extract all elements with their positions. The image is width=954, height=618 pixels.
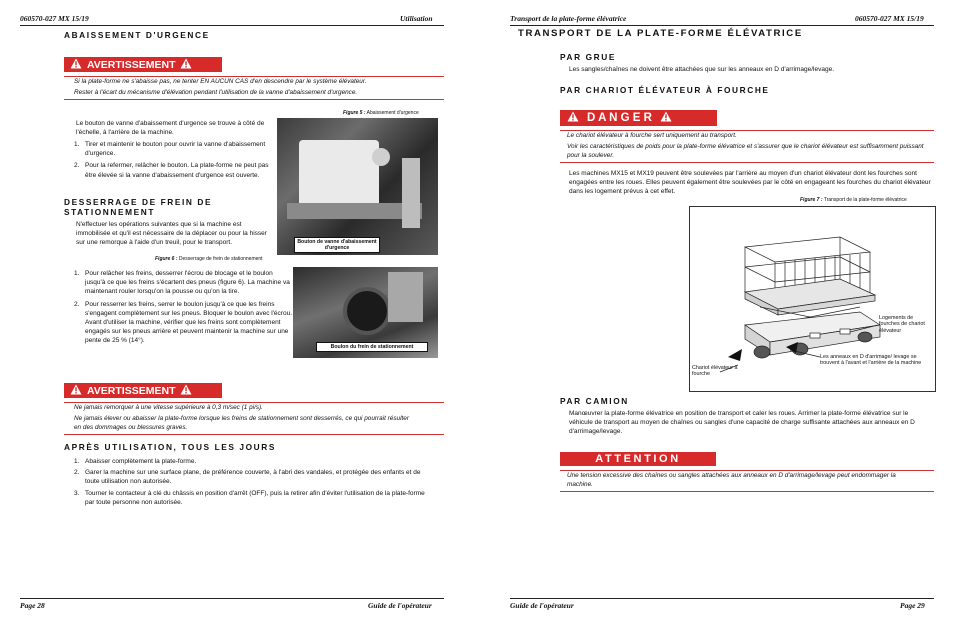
intro-text: Le bouton de vanne d'abaissement d'urgence se trouve à côté de l'échelle, à l'arrière de la machine. [76, 120, 265, 137]
list-item: 2. Pour resserrer les freins, serrer le boulon jusqu'à ce que les freins s'engagent complètement sur les pneus. Bloquer le boulon avec l'écrou. Avant d'utiliser la machine, vérifier que les freins sont complètement engagés sur les pneus arrière et peuvent maintenir la machine sur une pente de 25 % (14°). [74, 300, 292, 345]
chariot-text: Les machines MX15 et MX19 peuvent être soulevées par l'arrière au moyen d'un chariot élévateur dont les fourches sont engagées entre les roues. Elles peuvent également être soulevées par le côté en engageant les fourches du chariot élévateur dans les logement prévus à cet effet. [569, 170, 931, 196]
header-section: Utilisation [400, 14, 433, 23]
ladder-rail [402, 158, 420, 228]
steps-list-3 [74, 457, 434, 507]
figure-7-frame [689, 206, 936, 392]
attention-rule [560, 470, 934, 471]
brake-bracket [388, 272, 423, 322]
footer-guide: Guide de l'opérateur [510, 601, 574, 610]
attention-rule [560, 491, 934, 492]
attention-label: ATTENTION [595, 453, 681, 465]
footer-page-number: Page 29 [900, 601, 925, 610]
attention-text: Une tension excessive des chaînes ou sangles attachées aux anneaux en D d'arrimage/levage peut endommager la machine. [567, 472, 896, 488]
danger-banner [560, 110, 717, 126]
header-rule [510, 25, 934, 26]
footer-page-number: Page 28 [20, 601, 45, 610]
list-item: 1. Tirer et maintenir le bouton pour ouvrir la vanne d'abaissement d'urgence. [74, 141, 266, 158]
section-title-desserrage: DESSERRAGE DE FREIN DE STATIONNEMENT [64, 197, 213, 217]
photo-label-brake: Boulon du frein de stationnement [316, 342, 428, 352]
section-title-camion: PAR CAMION [560, 396, 629, 406]
warning-rule [64, 434, 444, 435]
footer-rule [20, 598, 444, 599]
danger-text-2: Voir les caractéristiques de poids pour la plate-forme élévatrice et s'assurer que le chariot élévateur est suffisamment puissant pour la soulever. [567, 143, 924, 159]
danger-label: D A N G E R [587, 112, 652, 124]
fig-label-anneaux: Les anneaux en D d'arrimage/ levage se trouvent à l'avant et l'arrière de la machine [820, 354, 922, 367]
warning-banner [64, 57, 222, 72]
warning-text-2: Rester à l'écart du mécanisme d'élévation pendant l'utilisation de la vanne d'abaissement d'urgence. [74, 89, 358, 96]
camion-text: Manœuvrer la plate-forme élévatrice en position de transport et caler les roues. Arrimer la plate-forme élévatrice sur le véhicule de transport au moyen de chaînes ou sangles d'une capacité de charge suffisante attachées aux anneaux en D d'arrimage/levage. [569, 410, 915, 436]
warning-triangle-icon [180, 382, 192, 400]
fig-label-chariot: Chariot élévateur à fourche [692, 365, 738, 378]
warning-triangle-icon [70, 56, 82, 74]
warning-triangle-icon [70, 382, 82, 400]
fig-label-logements: Logements de fourches de chariot élévateur [879, 315, 925, 334]
warning-rule [64, 99, 444, 100]
footer-guide: Guide de l'opérateur [368, 601, 432, 610]
list-item: 2. Pour la refermer, relâcher le bouton. La plate-forme ne peut pas être élevée si la vanne d'abaissement d'urgence est ouverte. [74, 162, 269, 179]
section-title-apres: APRÈS UTILISATION, TOUS LES JOURS [64, 442, 276, 452]
photo-label-valve: Bouton de vanne d'abaissement d'urgence [294, 237, 380, 253]
warning-banner [64, 383, 222, 398]
page-title: TRANSPORT DE LA PLATE-FORME ÉLÉVATRICE [518, 28, 803, 39]
footer-rule [510, 598, 934, 599]
header-rule [20, 25, 444, 26]
list-item: 1. Abaisser complètement la plate-forme. [74, 458, 197, 465]
warning-triangle-icon [180, 56, 192, 74]
header-doc-number: 060570-027 MX 15/19 [855, 14, 924, 23]
section-title-abaissement: ABAISSEMENT D'URGENCE [64, 30, 210, 40]
figure-5-caption: Figure 5 : Abaissement d'urgence [343, 110, 419, 116]
warning-triangle-icon [567, 109, 579, 127]
grue-text: Les sangles/chaînes ne doivent être attachées que sur les anneaux en D d'arrimage/levage. [569, 66, 835, 73]
wheel-shape [343, 287, 391, 335]
valve-knob [372, 148, 390, 166]
figure-6-caption: Figure 6 : Desserrage de frein de stationnement [155, 256, 263, 262]
danger-rule [560, 130, 934, 131]
warning-text-1: Ne jamais remorquer à une vitesse supérieure à 0,3 m/sec (1 pi/s). [74, 404, 263, 411]
warning-triangle-icon [660, 109, 672, 127]
steps-list-1 [74, 140, 274, 180]
section2-intro: N'effectuer les opérations suivantes que si la machine est immobilisée et qu'il est nécessaire de la déplacer ou pour la hisser sur une remorque à l'aide d'un treuil, pour le transport. [76, 221, 267, 247]
danger-rule [560, 162, 934, 163]
attention-banner [560, 452, 716, 466]
header-section: Transport de la plate-forme élévatrice [510, 14, 627, 23]
list-item: 1. Pour relâcher les freins, desserrer l'écrou de blocage et le boulon jusqu'à ce que les freins s'écartent des pneus (figure 6). La machine va maintenant rouler lorsqu'on la pousse ou qu'on la tire. [74, 270, 290, 296]
emergency-lowering-photo [277, 118, 438, 255]
section-title-chariot: PAR CHARIOT ÉLÉVATEUR À FOURCHE [560, 85, 770, 95]
danger-text-1: Le chariot élévateur à fourche sert uniquement au transport. [567, 132, 737, 139]
steps-list-2 [74, 269, 292, 346]
header-doc-number: 060570-027 MX 15/19 [20, 14, 89, 23]
warning-rule [64, 402, 444, 403]
warning-label: AVERTISSEMENT [87, 58, 176, 71]
section-title-grue: PAR GRUE [560, 52, 616, 62]
figure-7-caption: Figure 7 : Transport de la plate-forme élévatrice [800, 197, 907, 203]
list-item: 2. Garer la machine sur une surface plane, de préférence couverte, à l'abri des vandales, et protégée des enfants et de toute utilisation non autorisée. [74, 469, 421, 486]
warning-text-2: Ne jamais élever ou abaisser la plate-forme lorsque les freins de stationnement sont desserrés, ce qui pourrait résulter en des dommages ou blessures graves. [74, 415, 409, 431]
warning-text-1: Si la plate-forme ne s'abaisse pas, ne tenter EN AUCUN CAS d'en descendre par le système élévateur. [74, 78, 367, 85]
list-item: 3. Tourner le contacteur à clé du châssis en position d'arrêt (OFF), puis la retirer afin d'éviter l'utilisation de la plate-forme par toute personne non autorisée. [74, 489, 425, 506]
warning-rule [64, 76, 444, 77]
warning-label: AVERTISSEMENT [87, 384, 176, 397]
